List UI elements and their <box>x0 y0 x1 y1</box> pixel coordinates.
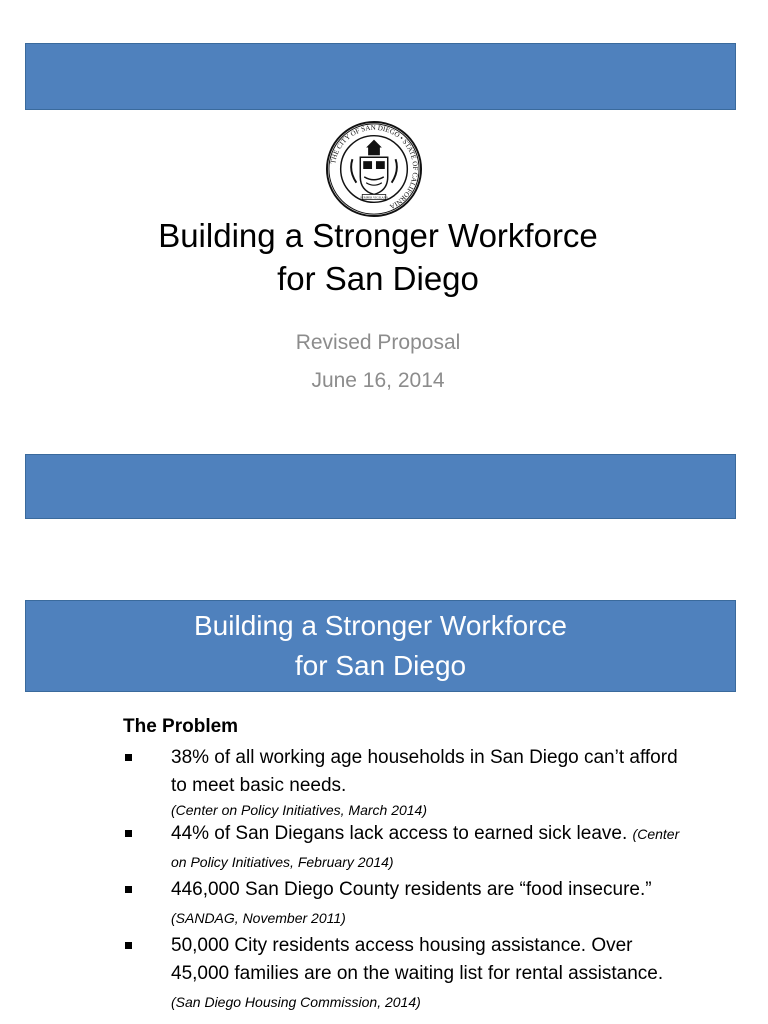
slide1-title-line2: for San Diego <box>277 260 479 297</box>
bullet-text: 446,000 San Diego County residents are “food insecure.” <box>171 879 652 900</box>
bullet-square-icon <box>125 942 132 949</box>
bullet-citation: (Center on Policy Initiatives, February 2014) <box>171 826 680 870</box>
list-item <box>123 876 683 932</box>
problem-list <box>123 744 683 1016</box>
slide2-title <box>194 606 567 686</box>
list-item <box>123 744 683 820</box>
slide1-title <box>0 214 756 300</box>
slide2-title-bar <box>25 600 736 692</box>
seal-motto: SEMPER VIGILANS <box>360 195 388 200</box>
bullet-square-icon <box>125 754 132 761</box>
list-item <box>123 820 683 876</box>
problem-heading: The Problem <box>123 716 239 737</box>
slide2-title-line2: for San Diego <box>294 650 467 681</box>
list-item <box>123 932 683 1016</box>
header-bar <box>25 43 736 110</box>
bullet-citation: (San Diego Housing Commission, 2014) <box>171 994 421 1010</box>
slide2-title-line1: Building a Stronger Workforce <box>194 610 567 641</box>
bullet-citation: (SANDAG, November 2011) <box>171 910 346 926</box>
bullet-square-icon <box>125 886 132 893</box>
bullet-square-icon <box>125 830 132 837</box>
footer-bar <box>25 454 736 519</box>
bullet-text: 44% of San Diegans lack access to earned sick leave. <box>171 823 628 844</box>
bullet-citation: (Center on Policy Initiatives, March 2014) <box>171 802 427 818</box>
seal-ring-text: THE CITY OF SAN DIEGO • STATE OF CALIFORNIA <box>329 123 420 211</box>
bullet-text: 38% of all working age households in San Diego can’t afford to meet basic needs. <box>171 747 678 796</box>
bullet-text: 50,000 City residents access housing assistance. Over 45,000 families are on the waiting list for rental assistance. <box>171 935 664 984</box>
slide1-subtitle: Revised Proposal <box>295 331 461 354</box>
slide1-title-line1: Building a Stronger Workforce <box>158 217 598 254</box>
city-seal-icon <box>325 120 423 218</box>
slide1-date: June 16, 2014 <box>311 369 445 392</box>
